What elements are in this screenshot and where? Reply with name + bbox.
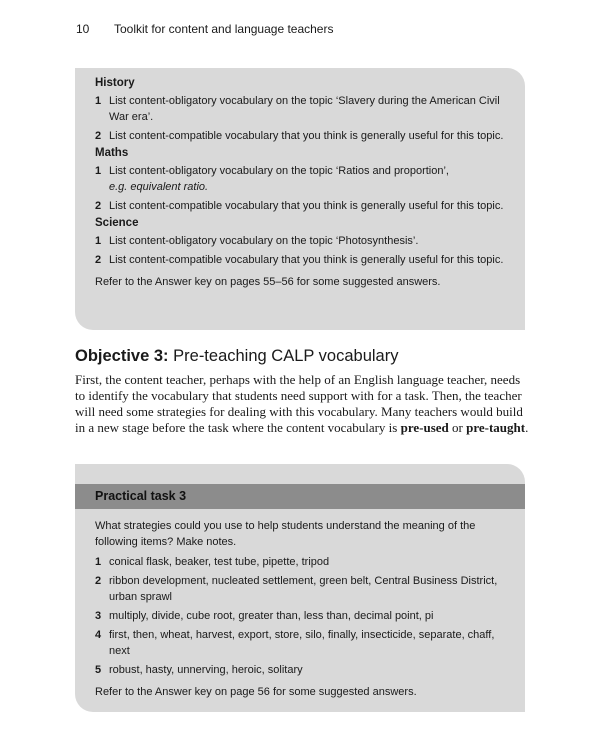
paragraph-text: First, the content teacher, perhaps with the help of an English language teacher, needs to identify the vocabulary that students need support with for a task. Then, the teacher will need some strategies for dealing with this vocabulary. Many teachers would build in a new stage before the task where the content vocabulary is (75, 372, 523, 435)
item-text: conical flask, beaker, test tube, pipette, tripod (109, 556, 330, 568)
item-text: List content-obligatory vocabulary on the topic ‘Photosynthesis’. (109, 235, 419, 247)
practical-task-box (75, 464, 525, 712)
list-item (95, 662, 505, 678)
item-example: e.g. equivalent ratio. (109, 181, 209, 193)
maths-section (95, 147, 505, 214)
item-number: 1 (95, 556, 102, 568)
answer-key-note: Refer to the Answer key on pages 55–56 for some suggested answers. (95, 276, 441, 288)
task-intro: What strategies could you use to help students understand the meaning of the following items? Make notes. (95, 520, 476, 548)
item-number: 1 (95, 235, 102, 247)
item-text: ribbon development, nucleated settlement, green belt, Central Business District, urban sprawl (109, 575, 498, 603)
subject-heading: History (95, 77, 135, 89)
exercise-box (75, 68, 525, 330)
list-item (95, 554, 505, 570)
list-item (95, 627, 505, 659)
item-number: 2 (95, 130, 102, 142)
science-section (95, 217, 505, 268)
list-item (95, 128, 505, 144)
list-item (95, 163, 505, 195)
item-number: 2 (95, 575, 102, 587)
list-item (95, 573, 505, 605)
item-text: first, then, wheat, harvest, export, store, silo, finally, insecticide, separate, chaff, next (109, 629, 495, 657)
subject-heading: Maths (95, 147, 129, 159)
page-number: 10 (76, 22, 90, 36)
list-item (95, 608, 505, 624)
objective-title: Pre-teaching CALP vocabulary (173, 347, 399, 365)
list-item (95, 93, 505, 125)
running-header (76, 22, 333, 36)
item-number: 2 (95, 254, 102, 266)
answer-key-note: Refer to the Answer key on page 56 for some suggested answers. (95, 686, 417, 698)
subject-heading: Science (95, 217, 139, 229)
bold-term: pre-taught (466, 420, 526, 435)
body-paragraph (75, 372, 530, 436)
item-text: List content-obligatory vocabulary on the topic ‘Ratios and proportion’, (109, 165, 449, 177)
item-text: List content-compatible vocabulary that you think is generally useful for this topic. (109, 130, 504, 142)
list-item (95, 252, 505, 268)
bold-term: pre-used (400, 420, 449, 435)
task-title: Practical task 3 (75, 484, 525, 509)
objective-heading (75, 347, 398, 366)
item-number: 1 (95, 165, 102, 177)
running-title: Toolkit for content and language teachers (114, 22, 334, 36)
item-text: List content-compatible vocabulary that you think is generally useful for this topic. (109, 200, 504, 212)
list-item (95, 198, 505, 214)
item-number: 3 (95, 610, 102, 622)
item-number: 4 (95, 629, 102, 641)
paragraph-text: or (448, 420, 467, 435)
item-text: robust, hasty, unnerving, heroic, solitary (109, 664, 303, 676)
item-number: 2 (95, 200, 102, 212)
item-number: 5 (95, 664, 102, 676)
item-text: multiply, divide, cube root, greater than, less than, decimal point, pi (109, 610, 434, 622)
history-section (95, 77, 505, 144)
item-number: 1 (95, 95, 102, 107)
item-text: List content-compatible vocabulary that you think is generally useful for this topic. (109, 254, 504, 266)
item-text: List content-obligatory vocabulary on the topic ‘Slavery during the American Civil War era’. (109, 95, 500, 123)
objective-label: Objective 3: (75, 347, 169, 365)
list-item (95, 233, 505, 249)
paragraph-text: . (525, 420, 529, 435)
